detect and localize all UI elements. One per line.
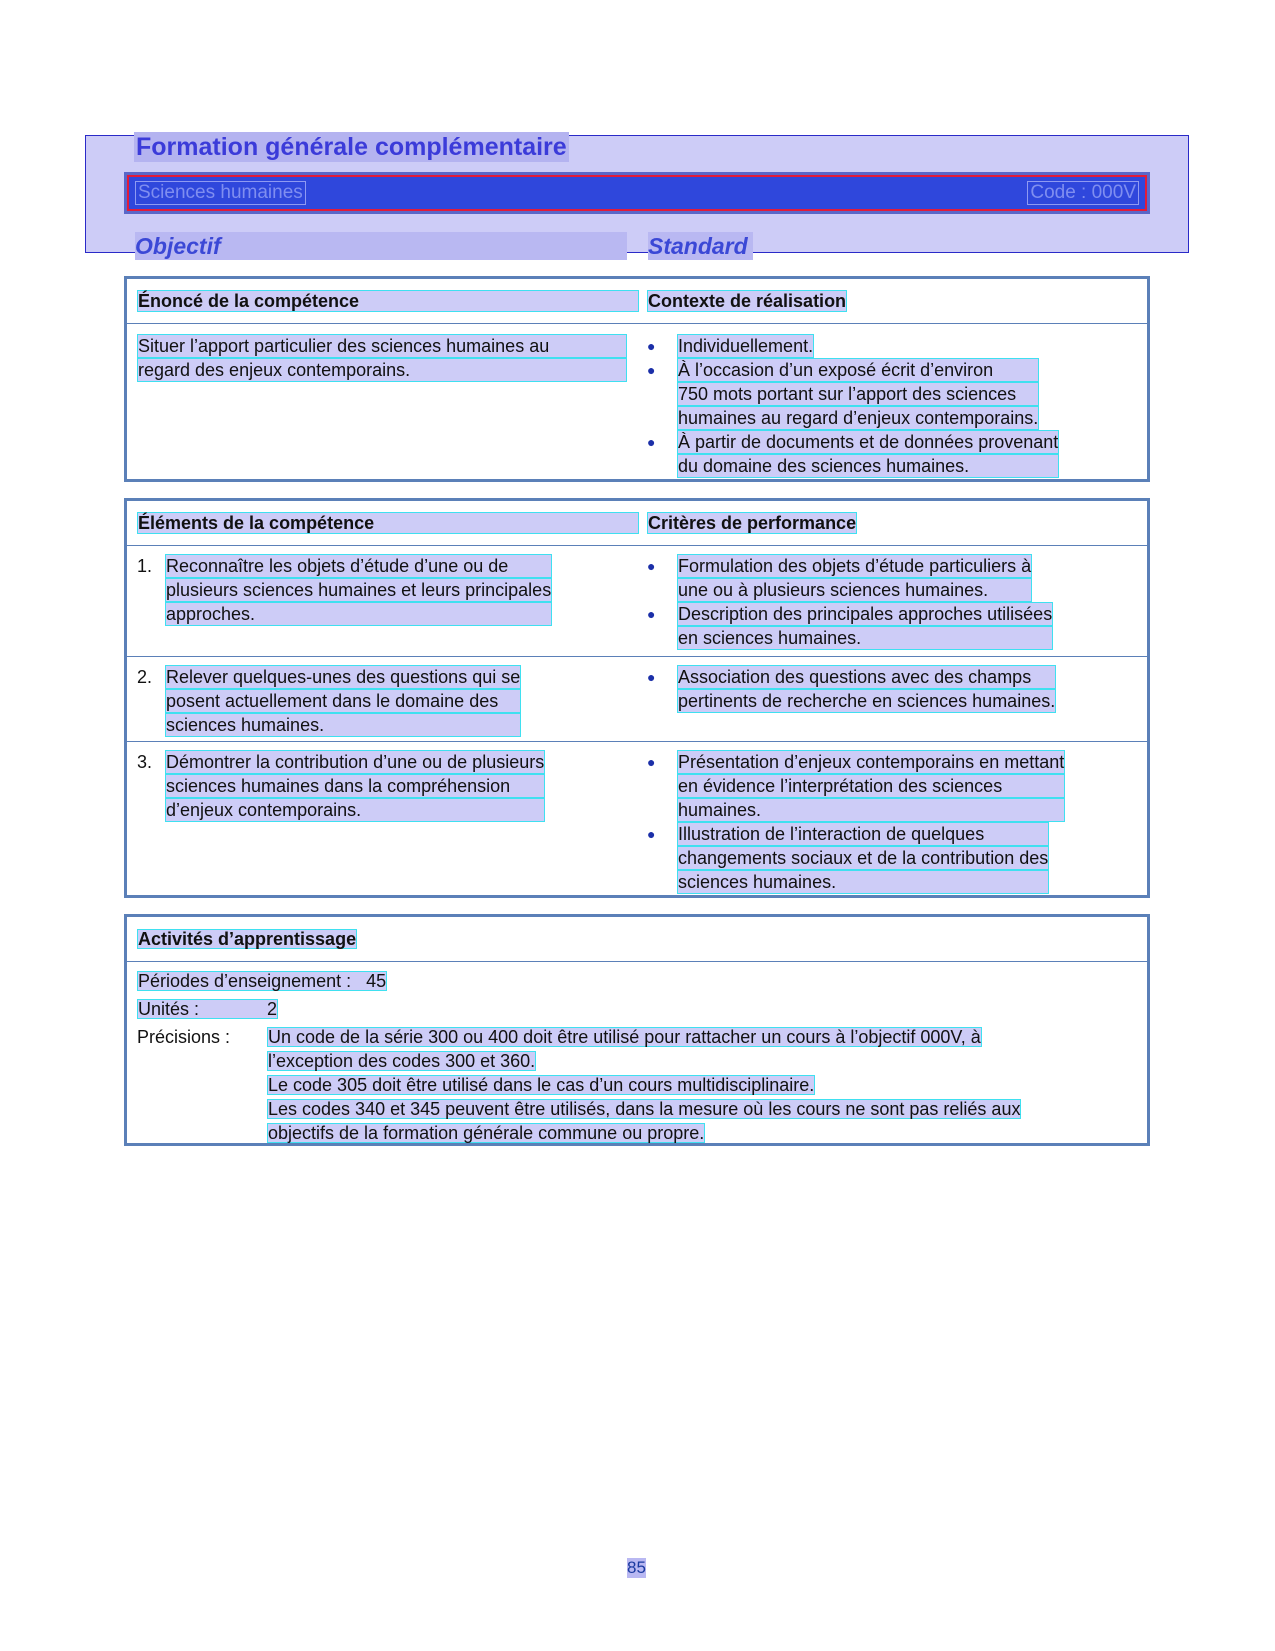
subject-name: Sciences humaines xyxy=(135,181,306,205)
standard-label: Standard xyxy=(648,232,753,260)
table-row: 3. Démontrer la contribution d’une ou de plusieurs sciences humaines dans la compréhension d’enjeux contemporains. ● Présentation d’enjeux contemporains en mettant en évidence l’interprétation des sciences humaines. ● Illustration de l’interaction de quelques changements sociaux et de la contribution des sciences humaines. xyxy=(127,741,1147,894)
list-item: ● Association des questions avec des champs pertinents de recherche en sciences humaines. xyxy=(647,667,1056,711)
precisions-text: Un code de la série 300 ou 400 doit être utilisé pour rattacher un cours à l’objectif 000V, à l’exception des codes 300 et 360. Le code 305 doit être utilisé dans le cas d’un cours multidisciplinaire. Les codes 340 et 345 peuvent être utilisés, dans la mesure où les cours ne sont pas reliés aux objectifs de la formation générale commune ou propre. xyxy=(268,1027,1021,1143)
context-header: Contexte de réalisation xyxy=(648,291,847,311)
objective-label: Objectif xyxy=(135,232,627,260)
list-item: ● Formulation des objets d’étude particuliers à une ou à plusieurs sciences humaines. xyxy=(647,556,1032,600)
document-title: Formation générale complémentaire xyxy=(136,133,567,161)
bullet-icon: ● xyxy=(647,826,656,842)
bullet-icon: ● xyxy=(647,362,656,378)
table-row: 2. Relever quelques-unes des questions qui se posent actuellement dans le domaine des sciences humaines. ● Association des questions avec des champs pertinents de recherche en sciences humaines. xyxy=(127,656,1147,741)
competence-header: Énoncé de la compétence xyxy=(137,290,639,312)
activities-header: Activités d’apprentissage xyxy=(138,929,357,949)
periods-value: 45 xyxy=(366,971,387,991)
table-row: 1. Reconnaître les objets d’étude d’une ou de plusieurs sciences humaines et leurs principales approches. ● Formulation des objets d’étude particuliers à une ou à plusieurs sciences humaines. ● Description des principales approches utilisées en sciences humaines. xyxy=(127,546,1147,656)
precisions-label: Précisions : xyxy=(137,1027,231,1047)
bullet-icon: ● xyxy=(647,606,656,622)
elements-header: Éléments de la compétence xyxy=(137,512,639,534)
bullet-icon: ● xyxy=(647,669,656,685)
bullet-icon: ● xyxy=(647,558,656,574)
units-label: Unités : xyxy=(138,999,200,1019)
competence-panel xyxy=(124,276,1150,482)
criteria-header: Critères de performance xyxy=(648,513,857,533)
list-item: ● Description des principales approches utilisées en sciences humaines. xyxy=(647,604,1053,648)
context-list xyxy=(647,334,1142,478)
page-number: 85 xyxy=(627,1558,646,1577)
list-item: ● À l’occasion d’un exposé écrit d’environ 750 mots portant sur l’apport des sciences humaines au regard d’enjeux contemporains. xyxy=(647,360,1039,428)
subject-bar xyxy=(124,172,1150,214)
periods-label: Périodes d’enseignement : xyxy=(138,971,352,991)
bullet-icon: ● xyxy=(647,338,656,354)
list-item: ● À partir de documents et de données provenant du domaine des sciences humaines. xyxy=(647,432,1059,476)
periods-line xyxy=(137,969,387,993)
list-item: ● Présentation d’enjeux contemporains en mettant en évidence l’interprétation des sciences humaines. xyxy=(647,752,1065,820)
bullet-icon: ● xyxy=(647,754,656,770)
units-line xyxy=(137,997,278,1021)
subject-code: Code : 000V xyxy=(1027,181,1139,205)
competence-statement: Situer l’apport particulier des sciences humaines au regard des enjeux contemporains. xyxy=(137,334,627,382)
list-item: ● Individuellement. xyxy=(647,336,814,356)
activities-panel xyxy=(124,914,1150,1146)
bullet-icon: ● xyxy=(647,434,656,450)
list-item: ● Illustration de l’interaction de quelques changements sociaux et de la contribution des sciences humaines. xyxy=(647,824,1049,892)
elements-panel xyxy=(124,498,1150,898)
units-value: 2 xyxy=(267,999,278,1019)
